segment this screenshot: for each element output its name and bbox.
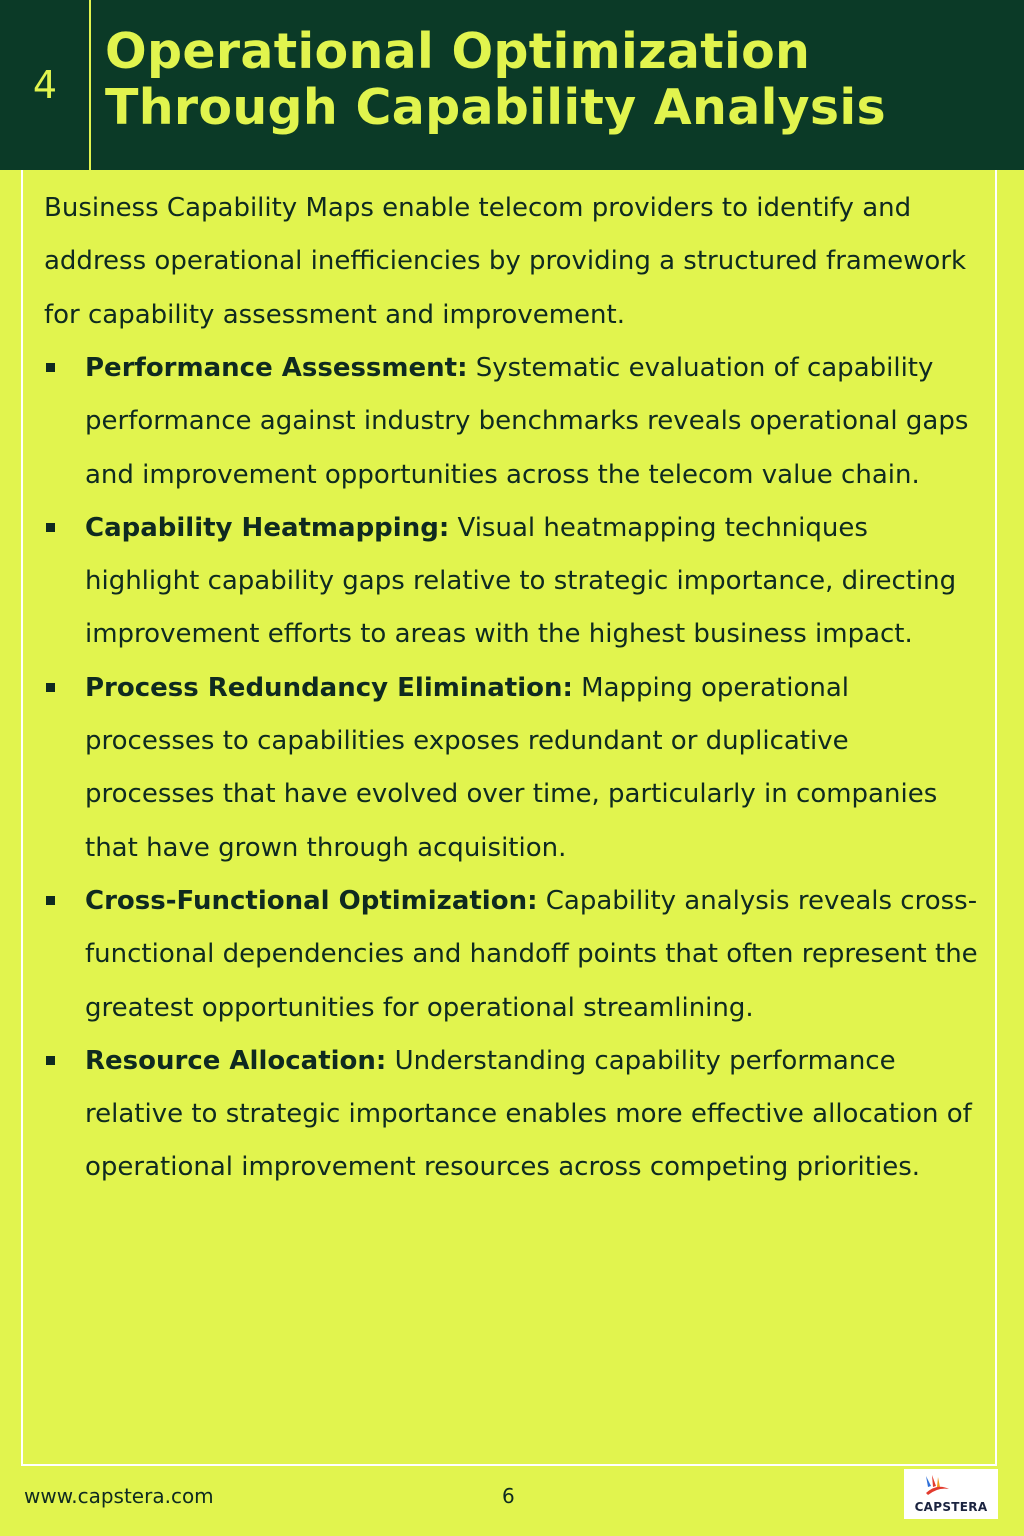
bullet-item-process-redundancy-elimination xyxy=(44,662,984,875)
bullet-text: Visual heatmapping techniques highlight capability gaps relative to strategic importance, directing improvement efforts to areas with the highest business impact. xyxy=(85,512,957,650)
capstera-logo-icon xyxy=(922,1473,952,1497)
bullet-item-cross-functional-optimization xyxy=(44,875,984,1035)
page-number: 6 xyxy=(502,1484,515,1508)
capstera-logo xyxy=(904,1469,998,1519)
page-title: Operational Optimization Through Capability Analysis xyxy=(105,23,886,136)
bullet-term: Performance Assessment: xyxy=(85,353,468,383)
bullet-term: Cross-Functional Optimization: xyxy=(85,885,538,916)
bullet-item-resource-allocation xyxy=(44,1035,984,1195)
bullet-text: Mapping operational processes to capabilities exposes redundant or duplicative processes that have evolved over time, particularly in companies that have grown through acquisition. xyxy=(85,672,938,863)
bullet-term: Process Redundancy Elimination: xyxy=(85,672,573,703)
bullet-term: Resource Allocation: xyxy=(85,1045,387,1076)
square-bullet-icon xyxy=(46,363,55,372)
footer-website-link[interactable]: www.capstera.com xyxy=(24,1484,214,1508)
bullet-term: Capability Heatmapping: xyxy=(85,512,450,543)
square-bullet-icon xyxy=(46,896,55,905)
header-bar xyxy=(0,0,1024,170)
header-divider xyxy=(89,0,91,170)
section-number: 4 xyxy=(32,63,58,107)
square-bullet-icon xyxy=(46,683,55,692)
bullet-item-capability-heatmapping xyxy=(44,502,984,662)
logo-text: CAPSTERA xyxy=(914,1500,988,1514)
bullet-text: Understanding capability performance relative to strategic importance enables more effective allocation of operational improvement resources across competing priorities. xyxy=(85,1045,972,1183)
square-bullet-icon xyxy=(46,523,55,532)
bullet-item-performance-assessment xyxy=(44,342,984,502)
square-bullet-icon xyxy=(46,1056,55,1065)
bullet-text: Systematic evaluation of capability performance against industry benchmarks reveals operational gaps and improvement opportunities across the telecom value chain. xyxy=(85,353,969,490)
bullet-list xyxy=(44,342,984,1195)
intro-paragraph: Business Capability Maps enable telecom providers to identify and address operational inefficiencies by providing a structured framework for capability assessment and improvement. xyxy=(44,193,967,330)
bullet-text: Capability analysis reveals cross-functional dependencies and handoff points that often represent the greatest opportunities for operational streamlining. xyxy=(85,885,978,1023)
